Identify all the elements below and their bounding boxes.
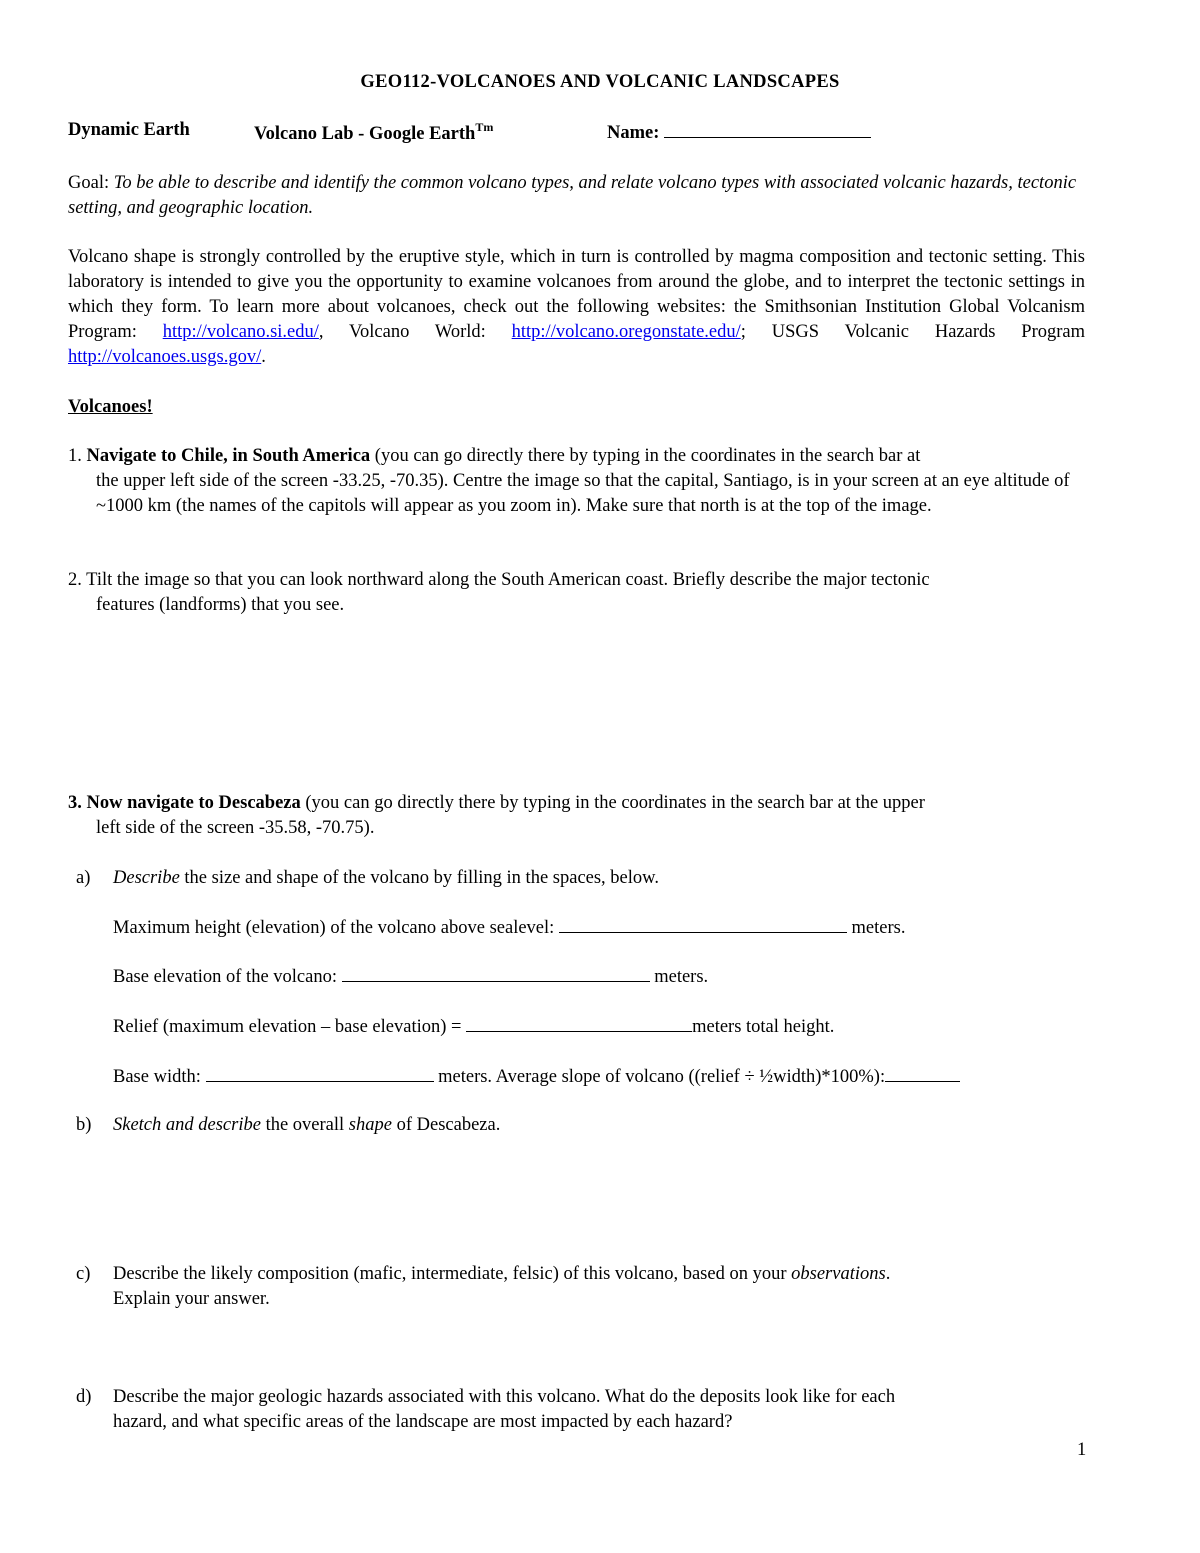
base-width-unit: meters. Average slope of volcano ((relief ÷ ½width)*100%): (433, 1067, 886, 1087)
part-c-text-end: . (885, 1264, 891, 1284)
question-3-text: (you can go directly there by typing in the coordinates in the search bar at the upper (300, 793, 925, 813)
part-b-mid: the overall (260, 1115, 349, 1135)
base-elevation-row (113, 964, 708, 990)
base-elevation-label: Base elevation of the volcano: (113, 967, 342, 987)
part-d-label: d) (76, 1387, 92, 1407)
smithsonian-link[interactable]: http://volcano.si.edu/ (162, 322, 319, 342)
document-title: GEO112-VOLCANOES AND VOLCANIC LANDSCAPES (360, 72, 840, 92)
max-height-blank[interactable] (559, 915, 847, 933)
question-3-number: 3. (68, 793, 87, 813)
question-3 (68, 791, 1088, 841)
section-heading: Volcanoes! (68, 397, 153, 417)
part-d-continuation: hazard, and what specific areas of the landscape are most impacted by each hazard? (113, 1412, 733, 1432)
part-c-continuation: Explain your answer. (113, 1289, 270, 1309)
name-blank[interactable] (664, 120, 871, 138)
question-1 (68, 444, 1088, 519)
max-height-unit: meters. (846, 918, 906, 938)
intro-text-2: , Volcano World: (318, 322, 512, 342)
part-c-italic: observations (791, 1264, 886, 1284)
part-b-label: b) (76, 1115, 92, 1135)
relief-unit: meters total height. (692, 1017, 835, 1037)
intro-text-1: Volcano shape is strongly controlled by the eruptive style, which in turn is controlled by magma composition and tectonic setting. This laboratory is intended to give you the opportunity to examine volcanoes from around the globe, and to interpret the tectonic settings in which they form. To learn more about volcanoes, check out the following websites: the Smithsonian Institution Global Volcanism Program: (68, 247, 1085, 342)
part-a-text: the size and shape of the volcano by filling in the spaces, below. (179, 868, 659, 888)
part-b-italic: Sketch and describe (113, 1115, 261, 1135)
question-1-bold: Navigate to Chile, in South America (86, 446, 371, 466)
volcano-world-link[interactable]: http://volcano.oregonstate.edu/ (511, 322, 741, 342)
trademark-sup: Tm (475, 120, 494, 134)
part-b (76, 1113, 1086, 1138)
part-a-italic: Describe (113, 868, 180, 888)
part-b-text: of Descabeza. (391, 1115, 501, 1135)
goal-paragraph (68, 171, 1085, 221)
name-label: Name: (607, 123, 660, 143)
usgs-link[interactable]: http://volcanoes.usgs.gov/ (68, 347, 262, 367)
part-a (76, 866, 1086, 891)
question-1-line (68, 444, 1088, 469)
question-1-number: 1. (68, 446, 87, 466)
question-2-continuation: features (landforms) that you see. (96, 595, 345, 615)
relief-blank[interactable] (466, 1014, 692, 1032)
part-d-text: Describe the major geologic hazards associated with this volcano. What do the deposits look like for each (113, 1387, 896, 1407)
intro-paragraph (68, 245, 1085, 370)
intro-text-4: . (261, 347, 266, 367)
base-elevation-blank[interactable] (342, 964, 650, 982)
lab-title (254, 120, 493, 145)
question-3-bold: Now navigate to Descabeza (86, 793, 301, 813)
base-width-label: Base width: (113, 1067, 206, 1087)
goal-text: To be able to describe and identify the common volcano types, and relate volcano types with associated volcanic hazards, tectonic setting, and geographic location. (68, 173, 1077, 218)
part-c (76, 1262, 1086, 1312)
base-width-blank[interactable] (206, 1064, 434, 1082)
question-1-text: (you can go directly there by typing in the coordinates in the search bar at (370, 446, 921, 466)
question-3-line (68, 791, 1088, 816)
relief-label: Relief (maximum elevation – base elevation) = (113, 1017, 467, 1037)
part-d (76, 1385, 1086, 1435)
part-b-italic-2: shape (348, 1115, 392, 1135)
base-elevation-unit: meters. (649, 967, 709, 987)
part-a-label: a) (76, 868, 91, 888)
lab-title-text: Volcano Lab - Google Earth (254, 124, 476, 144)
course-name: Dynamic Earth (68, 120, 190, 140)
max-height-row (113, 915, 905, 941)
base-width-row (113, 1064, 960, 1090)
part-c-text: Describe the likely composition (mafic, intermediate, felsic) of this volcano, based on your (113, 1264, 792, 1284)
name-field (607, 120, 871, 144)
page-number: 1 (1077, 1440, 1087, 1460)
part-d-line (76, 1385, 1086, 1410)
question-2-line: 2. Tilt the image so that you can look northward along the South American coast. Briefly describe the major tectonic (68, 570, 930, 590)
question-2 (68, 568, 1088, 618)
question-1-continuation: the upper left side of the screen -33.25, -70.35). Centre the image so that the capital, Santiago, is in your screen at an eye altitude of ~1000 km (the names of the capitols will appear as you zoom in). Make sure that north is at the top of the image. (96, 471, 1070, 516)
relief-row (113, 1014, 834, 1040)
max-height-label: Maximum height (elevation) of the volcano above sealevel: (113, 918, 559, 938)
question-3-continuation: left side of the screen -35.58, -70.75). (96, 818, 375, 838)
part-c-label: c) (76, 1264, 91, 1284)
part-c-line (76, 1262, 1086, 1287)
goal-label: Goal: (68, 173, 114, 193)
slope-blank[interactable] (885, 1064, 960, 1082)
intro-text-3: ; USGS Volcanic Hazards Program (740, 322, 1085, 342)
